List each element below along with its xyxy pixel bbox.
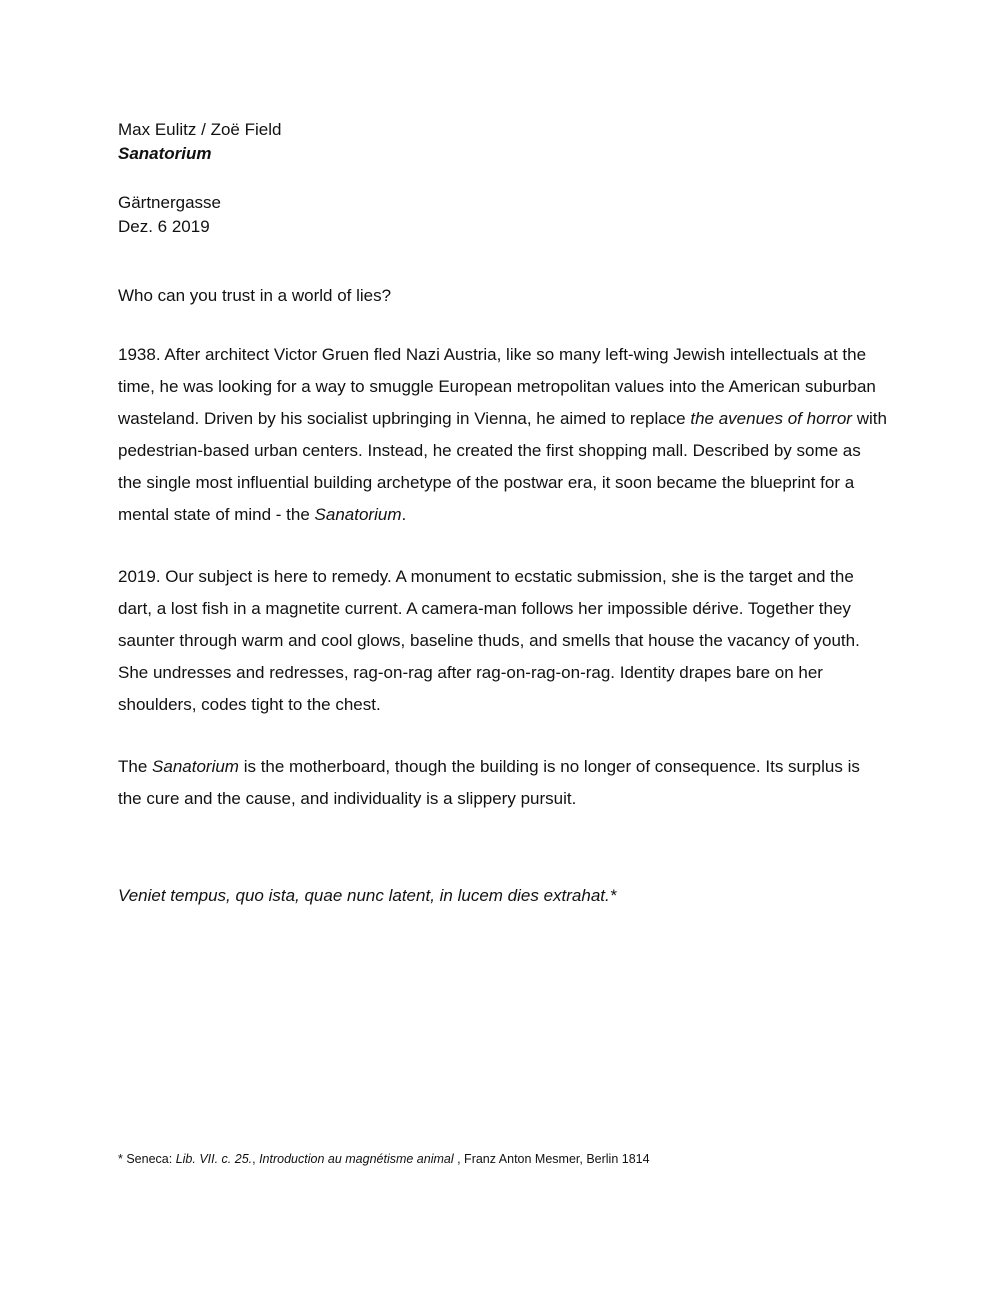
author-line: Max Eulitz / Zoë Field — [118, 120, 282, 139]
paragraph-text: with pedestrian-based urban centers. Instead, he created the first shopping mall. Described by some as the single most influential building archetype of the postwar era, it soon became the blueprint for a mental state of mind - the — [118, 409, 887, 524]
footnote-italic-text: Lib. VII. c. 25. — [175, 1152, 253, 1166]
paragraph-text: . — [401, 505, 407, 524]
paragraph-text: The — [118, 757, 153, 776]
paragraph-italic-text: the avenues of horror — [690, 409, 852, 428]
footnote — [118, 1151, 898, 1167]
footnote-text: , — [252, 1152, 260, 1166]
paragraph-2019: 2019. Our subject is here to remedy. A monument to ecstatic submission, she is the target and the dart, a lost fish in a magnetite current. A camera-man follows her impossible dérive. Together they saunter through warm and cool glows, baseline thuds, and smells that house the vacancy of youth. She undresses and redresses, rag-on-rag after rag-on-rag-on-rag. Identity drapes bare on her shoulders, codes tight to the chest. — [118, 567, 860, 714]
document-title: Sanatorium — [118, 144, 212, 163]
paragraph-1938 — [118, 339, 888, 531]
paragraph-text: 1938. After architect Victor Gruen fled Nazi Austria, like so many left-wing Jewish intellectuals at the time, he was looking for a way to smuggle European metropolitan values into the American suburban wasteland. Driven by his socialist upbringing in Vienna, he aimed to replace — [118, 345, 876, 428]
opening-question: Who can you trust in a world of lies? — [118, 286, 392, 305]
footnote-text: * Seneca: — [118, 1152, 176, 1166]
footnote-text: , Franz Anton Mesmer, Berlin 1814 — [453, 1152, 650, 1166]
latin-quote: Veniet tempus, quo ista, quae nunc latent, in lucem dies extrahat.* — [118, 886, 617, 905]
paragraph-motherboard — [118, 751, 888, 815]
paragraph-italic-text: Sanatorium — [314, 505, 402, 524]
paragraph-text: is the motherboard, though the building is no longer of consequence. Its surplus is the cure and the cause, and individuality is a slippery pursuit. — [118, 757, 860, 808]
footnote-italic-text: Introduction au magnétisme animal — [259, 1152, 454, 1166]
paragraph-italic-text: Sanatorium — [152, 757, 239, 776]
date-line: Dez. 6 2019 — [118, 217, 210, 236]
venue-line: Gärtnergasse — [118, 193, 221, 212]
